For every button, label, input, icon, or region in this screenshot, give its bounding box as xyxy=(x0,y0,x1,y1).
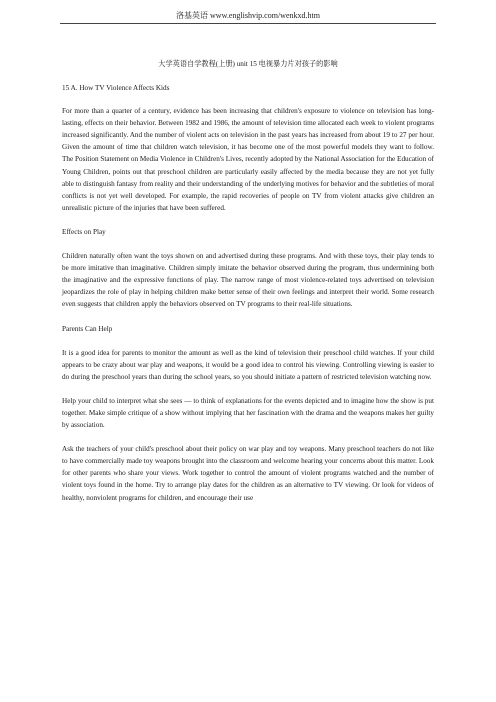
heading-parents-can-help: Parents Can Help xyxy=(62,324,113,333)
paragraph-teachers: Ask the teachers of your child's preschool about their policy on war play and toy weapons. Many preschool teachers do not like to have commercially made toy weapons brought into the classroom and welcome hearing your concerns about this matter. Look for other parents who share your views. Work together to control the amount of violent programs watched and the number of violent toys found in the home. Try to arrange play dates for the children as an alternative to TV viewing. Or look for videos of healthy, nonviolent programs for children, and encourage their use xyxy=(62,445,434,502)
header-divider xyxy=(60,23,436,24)
page-header: 洛基英语 www.englishvip.com/wenkxd.htm xyxy=(176,11,320,20)
document-title: 15 A. How TV Violence Affects Kids xyxy=(62,84,170,92)
paragraph-effects: Children naturally often want the toys shown on and advertised during these programs. And with these toys, their play tends to be more imitative than imaginative. Children simply imitate the behavior observed during the program, thus undermining both the imaginative and the expressive functions of play. The narrow range of most violence-related toys advertised on television jeopardizes the role of play in helping children make better sense of their own feelings and interpret their world. Some research even suggests that children apply the behaviors observed on TV programs to their real-life situations. xyxy=(62,252,434,309)
paragraph-monitor: It is a good idea for parents to monitor the amount as well as the kind of television their preschool child watches. If your child appears to be crazy about war play and weapons, it would be a good idea to control his viewing. Controlling viewing is easier to do during the preschool years than during the school years, so you should initiate a pattern of restricted television watching now. xyxy=(62,348,434,381)
heading-effects-on-play: Effects on Play xyxy=(62,227,106,236)
paragraph-interpret: Help your child to interpret what she sees — to think of explanations for the events depicted and to imagine how the show is put together. Make simple critique of a show without implying that her fascination with the drama and the weapons makes her guilty by association. xyxy=(62,396,434,430)
document-subtitle: 大学英语自学教程(上册) unit 15 电视暴力片对孩子的影响 xyxy=(158,60,338,68)
document-body xyxy=(62,58,434,504)
paragraph-intro: For more than a quarter of a century, evidence has been increasing that children's exposure to violence on television has long-lasting, effects on their behavior. Between 1982 and 1986, the amount of television time allocated each week to violent programs increased significantly. And the number of violent acts on television in the past years has increased from about 19 to 27 per hour. Given the amount of time that children watch television, it has become one of the most powerful models they want to follow. The Position Statement on Media Violence in Children's Lives, recently adopted by the National Association for the Education of Young Children, points out that preschool children are particularly easily affected by the media because they are not yet fully able to distinguish fantasy from reality and their understanding of the underlying motives for behavior and the subtleties of moral conflicts is not yet well developed. For example, the rapid recoveries of people on TV from violent attacks give children an unrealistic picture of the injuries that have been suffered. xyxy=(62,107,434,212)
